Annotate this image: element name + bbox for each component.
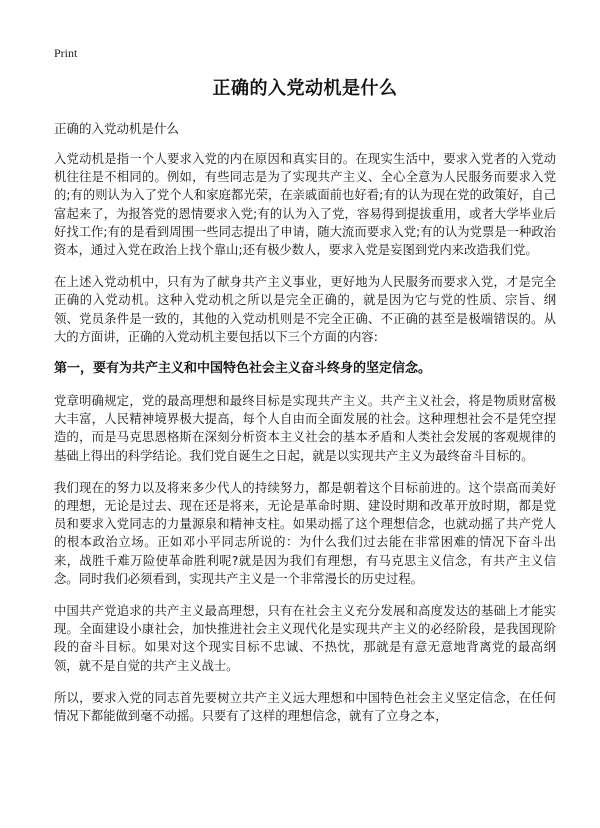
article-subtitle: 正确的入党动机是什么 [54,121,180,136]
paragraph-2: 在上述入党动机中，只有为了献身共产主义事业，更好地为人民服务而要求入党，才是完全正确的入党动机。这种入党动机之所以是完全正确的，就是因为它与党的性质、宗旨、纲领、党员条件是一致的，其他的入党动机则是不完全正确、不正确的甚至是极端错误的。从大的方面讲，正确的入党动机主要包括以下三个方面的内容: [54,275,556,344]
section-paragraph-2: 我们现在的努力以及将来多少代人的持续努力，都是朝着这个目标前进的。这个崇高而美好的理想，无论是过去、现在还是将来，无论是革命时期、建设时期和改革开放时期，都是党员和要求入党同志的力量源泉和精神支柱。如果动摇了这个理想信念，也就动摇了共产党人的根本政治立场。正如邓小平同志所说的：为什么我们过去能在非常困难的情况下奋斗出来，战胜千难万险使革命胜利呢?就是因为我们有理想，有马克思主义信念，有共产主义信念。同时我们必须看到，实现共产主义是一个非常漫长的历史过程。 [54,480,556,586]
section-heading: 第一，要有为共产主义和中国特色社会主义奋斗终身的坚定信念。 [54,361,432,377]
print-label: Print [54,46,78,60]
section-paragraph-3: 中国共产党追求的共产主义最高理想，只有在社会主义充分发展和高度发达的基础上才能实现。全面建设小康社会，加快推进社会主义现代化是实现共产主义的必经阶段，是我国现阶段的奋斗目标。如果对这个现实目标不忠诚、不热忱，那就是有意无意地背离党的最高纲领，就不是自觉的共产主义战士。 [54,604,556,673]
page-title: 正确的入党动机是什么 [212,78,398,99]
paragraph-1: 入党动机是指一个人要求入党的内在原因和真实目的。在现实生活中，要求入党者的入党动机往往是不相同的。例如，有些同志是为了实现共产主义、全心全意为人民服务而要求入党的;有的则认为入了党个人和家庭都光荣，在亲戚面前也好看;有的认为现在党的政策好，自己富起来了，为报答党的恩情要求入党;有的认为入了党，容易得到提拔重用，或者大学毕业后好找工作;有的是看到周围一些同志提出了申请，随大流而要求入党;有的认为党票是一种政治资本，通过入党在政治上找个靠山;还有极少数人，要求入党是妄图到党内来改造我们党。 [54,152,556,258]
section-paragraph-4: 所以，要求入党的同志首先要树立共产主义远大理想和中国特色社会主义坚定信念，在任何情况下都能做到毫不动摇。只要有了这样的理想信念，就有了立身之本， [54,690,556,724]
section-paragraph-1: 党章明确规定，党的最高理想和最终目标是实现共产主义。共产主义社会，将是物质财富极大丰富，人民精神境界极大提高，每个人自由而全面发展的社会。这种理想社会不是凭空捏造的，而是马克思恩格斯在深刻分析资本主义社会的基本矛盾和人类社会发展的客观规律的基础上得出的科学结论。我们党自诞生之日起，就是以实现共产主义为最终奋斗目标的。 [54,394,556,463]
